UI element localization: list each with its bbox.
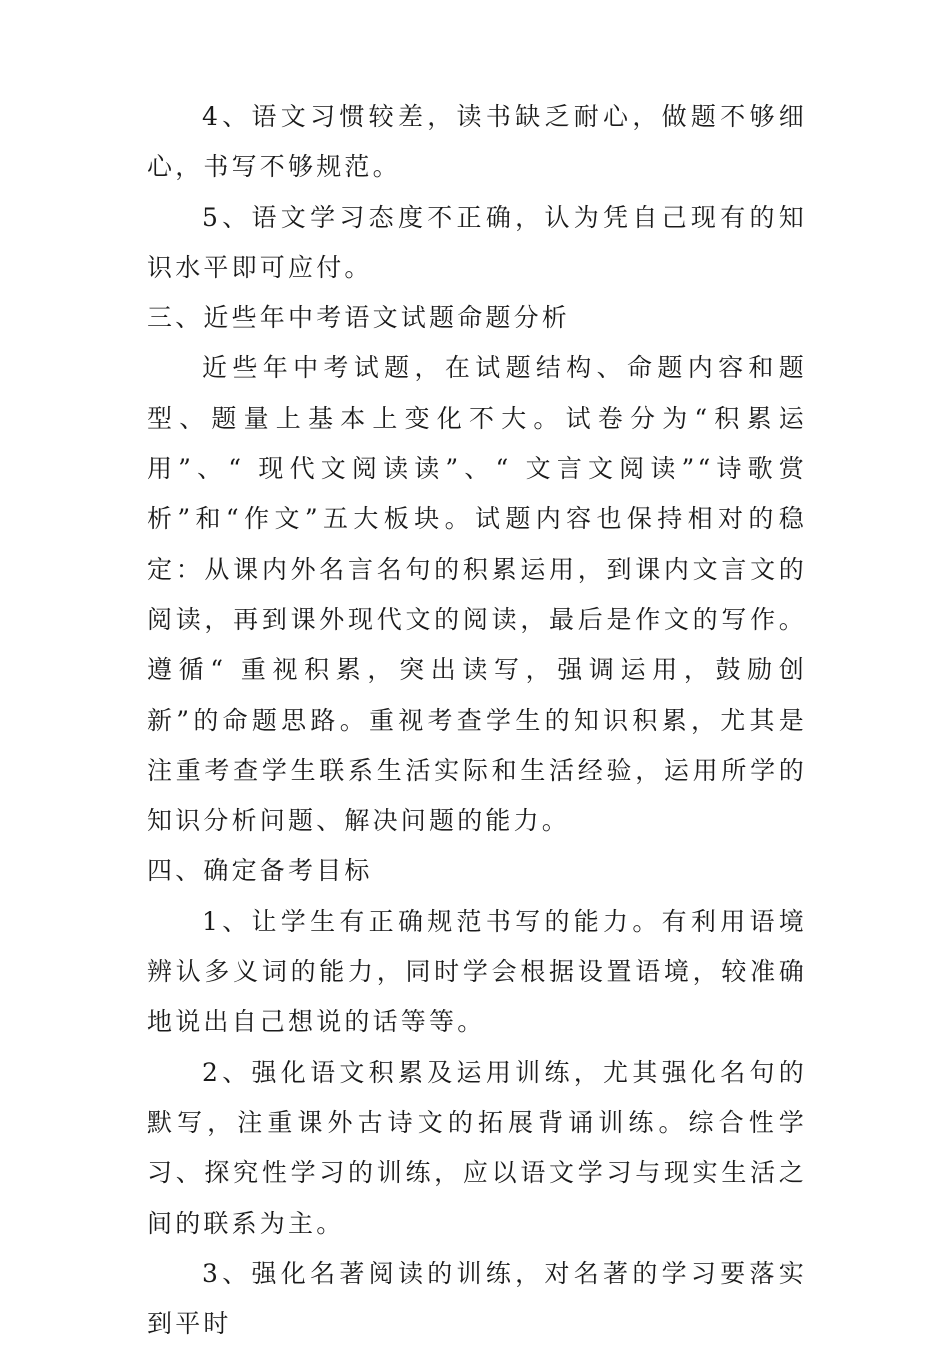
section-heading-exam-analysis: 三、近些年中考语文试题命题分析	[147, 303, 571, 333]
paragraph-exam-analysis: 近些年中考试题，在试题结构、命题内容和题型、题量上基本上变化不大。试卷分为“积累运用”、“ 现代文阅读读”、“ 文言文阅读”“诗歌赏析”和“作文”五大板块。试题内容也保持相对的稳定：从课内外名言名句的积累运用，到课内文言文的阅读，再到课外现代文的阅读，最后是作文的写作。遵循“ 重视积累，突出读写，强调运用，鼓励创新”的命题思路。重视考查学生的知识积累，尤其是注重考查学生联系生活实际和生活经验，运用所学的知识分析问题、解决问题的能力。	[147, 353, 807, 836]
paragraph-goal-3: 3、强化名著阅读的训练，对名著的学习要落实到平时	[147, 1258, 807, 1339]
paragraph-goal-1: 1、让学生有正确规范书写的能力。有利用语境辨认多义词的能力，同时学会根据设置语境，较准确地说出自己想说的话等等。	[147, 906, 807, 1037]
paragraph-attitude: 5、语文学习态度不正确，认为凭自己现有的知识水平即可应付。	[147, 202, 807, 282]
document-body	[147, 92, 807, 1349]
section-heading-goals: 四、确定备考目标	[147, 856, 373, 886]
paragraph-goal-2: 2、强化语文积累及运用训练，尤其强化名句的默写，注重课外古诗文的拓展背诵训练。综合性学习、探究性学习的训练，应以语文学习与现实生活之间的联系为主。	[147, 1057, 807, 1238]
paragraph-habits: 4、语文习惯较差，读书缺乏耐心，做题不够细心，书写不够规范。	[147, 102, 807, 182]
